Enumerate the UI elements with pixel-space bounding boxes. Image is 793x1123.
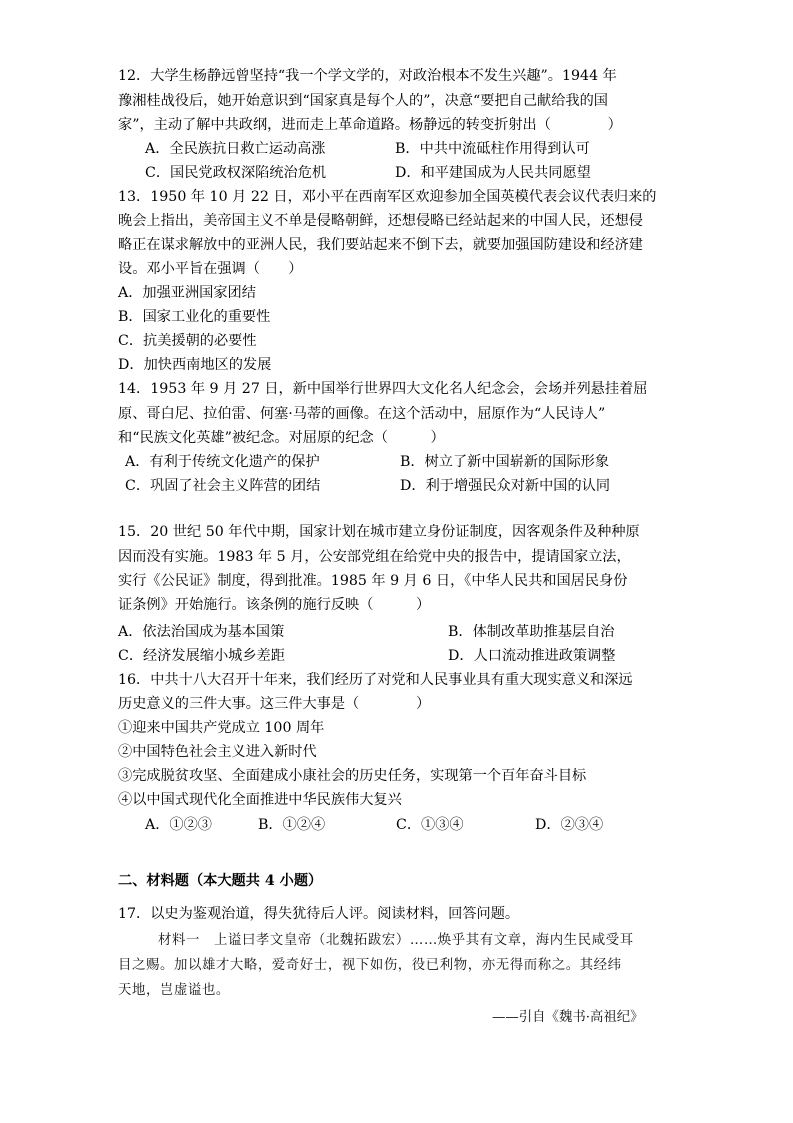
q13-option-c[interactable]: C．抗美援朝的必要性	[118, 333, 257, 349]
q13-stem-line-1: 13．1950 年 10 月 22 日，邓小平在西南军区欢迎参加全国英模代表会议代表归来的	[118, 189, 657, 205]
q15-stem-line-2: 因而没有实施。1983 年 5 月，公安部党组在给党中央的报告中，提请国家立法，	[118, 549, 631, 565]
q15-option-a[interactable]: A．依法治国成为基本国策	[118, 624, 285, 640]
q14-option-a[interactable]: A．有利于传统文化遗产的保护	[125, 454, 320, 470]
q14-option-c[interactable]: C．巩固了社会主义阵营的团结	[125, 478, 321, 494]
q16-statement-2: ②中国特色社会主义进入新时代	[118, 744, 317, 760]
q14-stem-line-1: 14．1953 年 9 月 27 日，新中国举行世界四大文化名人纪念会，会场并列悬挂着屈	[118, 381, 648, 397]
q16-statement-1: ①迎来中国共产党成立 100 周年	[118, 720, 325, 736]
q13-stem-line-3: 略正在谋求解放中的亚洲人民，我们要站起来不倒下去，就要加强国防建设和经济建	[118, 237, 643, 253]
q17-material-line-2: 目之赐。加以雄才大略，爱奇好士，视下如伤，役已利物，亦无得而称之。其经纬	[118, 958, 622, 973]
q17-source-citation: ——引自《魏书·高祖纪》	[492, 1010, 644, 1025]
q15-option-b[interactable]: B．体制改革助推基层自治	[448, 624, 615, 640]
section-heading: 二、材料题（本大题共 4 小题）	[118, 873, 323, 889]
q14-option-b[interactable]: B．树立了新中国崭新的国际形象	[400, 454, 610, 470]
q12-option-d[interactable]: D．和平建国成为人民共同愿望	[395, 165, 591, 181]
q12-option-c[interactable]: C．国民党政权深陷统治危机	[145, 165, 327, 181]
q13-option-d[interactable]: D．加快西南地区的发展	[118, 357, 272, 373]
q14-stem-line-3: 和“民族文化英雄”被纪念。对屈原的纪念（ ）	[118, 430, 445, 446]
q17-intro: 17．以史为鉴观治道，得失犹待后人评。阅读材料，回答问题。	[118, 906, 520, 922]
q16-option-d[interactable]: D．②③④	[535, 817, 604, 833]
q15-stem-line-1: 15．20 世纪 50 年代中期，国家计划在城市建立身份证制度，因客观条件及种种原	[118, 524, 640, 540]
q14-option-d[interactable]: D．利于增强民众对新中国的认同	[400, 478, 611, 494]
q15-option-d[interactable]: D．人口流动推进政策调整	[448, 648, 616, 664]
q14-stem-line-2: 原、哥白尼、拉伯雷、何塞·马蒂的画像。在这个活动中，屈原作为“人民诗人”	[118, 406, 606, 422]
q16-option-c[interactable]: C．①③④	[396, 817, 464, 833]
q17-material-line-3: 天地，岂虚谥也。	[118, 983, 230, 998]
q13-option-b[interactable]: B．国家工业化的重要性	[118, 309, 271, 325]
q16-statement-3: ③完成脱贫攻坚、全面建成小康社会的历史任务，实现第一个百年奋斗目标	[118, 768, 587, 784]
q15-stem-line-3: 实行《公民证》制度，得到批准。1985 年 9 月 6 日，《中华人民共和国居民身份	[118, 573, 628, 589]
q16-option-a[interactable]: A．①②③	[145, 817, 212, 833]
q13-option-a[interactable]: A．加强亚洲国家团结	[118, 285, 256, 301]
q16-stem-line-1: 16．中共十八大召开十年来，我们经历了对党和人民事业具有重大现实意义和深远	[118, 672, 633, 688]
q12-stem-line-1: 12．大学生杨静远曾坚持“我一个学文学的，对政治根本不发生兴趣”。1944 年	[118, 68, 617, 84]
q15-option-c[interactable]: C．经济发展缩小城乡差距	[118, 648, 285, 664]
q15-stem-line-4: 证条例》开始施行。该条例的施行反映（ ）	[118, 597, 431, 613]
q12-option-b[interactable]: B．中共中流砥柱作用得到认可	[395, 141, 590, 157]
q17-material-line-1: 材料一 上谥曰孝文皇帝（北魏拓跋宏）……焕乎其有文章，海内生民咸受耳	[158, 933, 634, 948]
q16-stem-line-2: 历史意义的三件大事。这三件大事是（ ）	[118, 696, 431, 712]
q12-stem-line-2: 豫湘桂战役后，她开始意识到“国家真是每个人的”，决意“要把自己献给我的国	[118, 93, 608, 109]
q12-stem-line-3: 家”，主动了解中共政纲，进而走上革命道路。杨静远的转变折射出（ ）	[118, 117, 622, 133]
q13-stem-line-4: 设。邓小平旨在强调（ ）	[118, 261, 303, 277]
q13-stem-line-2: 晚会上指出，美帝国主义不单是侵略朝鲜，还想侵略已经站起来的中国人民，还想侵	[118, 213, 643, 229]
q16-statement-4: ④以中国式现代化全面推进中华民族伟大复兴	[118, 792, 402, 808]
q16-option-b[interactable]: B．①②④	[258, 817, 326, 833]
q12-option-a[interactable]: A．全民族抗日救亡运动高涨	[145, 141, 326, 157]
